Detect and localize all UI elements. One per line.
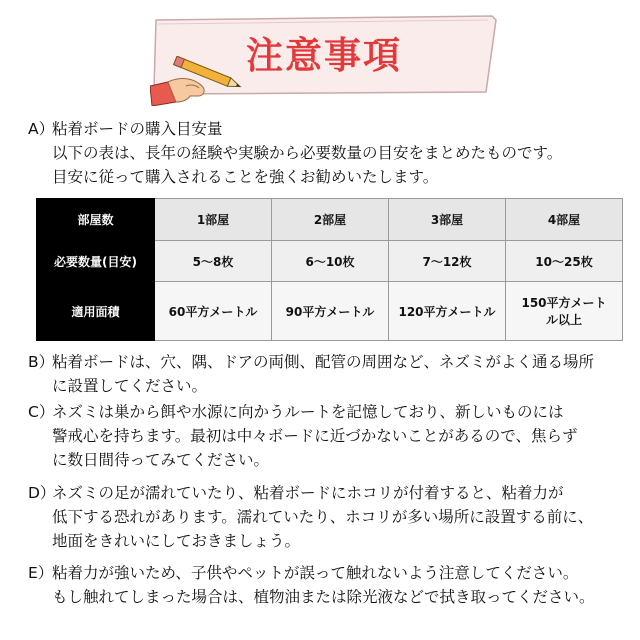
section-b [28, 350, 628, 398]
section-marker: D） [28, 484, 56, 502]
table-cell: 90平方メートル [272, 282, 389, 341]
table-row [37, 282, 623, 341]
section-line: に数日間待ってみてください。 [52, 451, 270, 469]
section-line: 目安に従って購入されることを強くお勧めいたします。 [52, 168, 439, 186]
section-line: ネズミの足が濡れていたり、粘着ボードにホコリが付着すると、粘着力が [52, 484, 564, 502]
section-line: 以下の表は、長年の経験や実験から必要数量の目安をまとめたものです。 [52, 144, 563, 162]
section-d [28, 481, 628, 553]
table-header-cell: 1部屋 [155, 199, 272, 241]
section-line: 地面をきれいにしておきましょう。 [52, 532, 301, 550]
section-marker: E） [28, 564, 54, 582]
table-cell: 150平方メートル以上 [506, 282, 623, 341]
section-a [28, 117, 628, 189]
table-header-cell: 3部屋 [389, 199, 506, 241]
table-row [37, 241, 623, 282]
table-row-header: 適用面積 [37, 282, 155, 341]
page-title: 注意事項 [246, 34, 402, 77]
section-line: に設置してください。 [52, 377, 208, 395]
section-line: 粘着ボードの購入目安量 [52, 120, 223, 138]
purchase-guide-table [36, 198, 623, 341]
hand-with-pencil-icon [150, 56, 246, 106]
table-header-cell: 部屋数 [37, 199, 155, 241]
section-line: 粘着ボードは、穴、隅、ドアの両側、配管の周囲など、ネズミがよく通る場所 [52, 353, 595, 371]
section-line: ネズミは巣から餌や水源に向かうルートを記憶しており、新しいものには [52, 403, 564, 421]
section-marker: C） [28, 403, 55, 421]
section-line: 粘着力が強いため、子供やペットが誤って触れないよう注意してください。 [52, 564, 579, 582]
section-line: もし触れてしまった場合は、植物油または除光液などで拭き取ってください。 [52, 588, 595, 606]
table-cell: 10～25枚 [506, 241, 623, 282]
table-cell: 7～12枚 [389, 241, 506, 282]
section-line: 低下する恐れがあります。濡れていたり、ホコリが多い場所に設置する前に、 [52, 508, 594, 526]
section-c [28, 400, 628, 472]
table-row-header: 必要数量(目安) [37, 241, 155, 282]
section-line: 警戒心を持ちます。最初は中々ボードに近づかないことがあるので、焦らず [52, 427, 578, 445]
table-cell: 60平方メートル [155, 282, 272, 341]
table-cell: 120平方メートル [389, 282, 506, 341]
table-header-cell: 4部屋 [506, 199, 623, 241]
section-marker: B） [28, 353, 55, 371]
table-header-cell: 2部屋 [272, 199, 389, 241]
table-cell: 6～10枚 [272, 241, 389, 282]
section-e [28, 561, 628, 609]
table-cell: 5～8枚 [155, 241, 272, 282]
table-row [37, 199, 623, 241]
section-marker: A） [28, 120, 55, 138]
